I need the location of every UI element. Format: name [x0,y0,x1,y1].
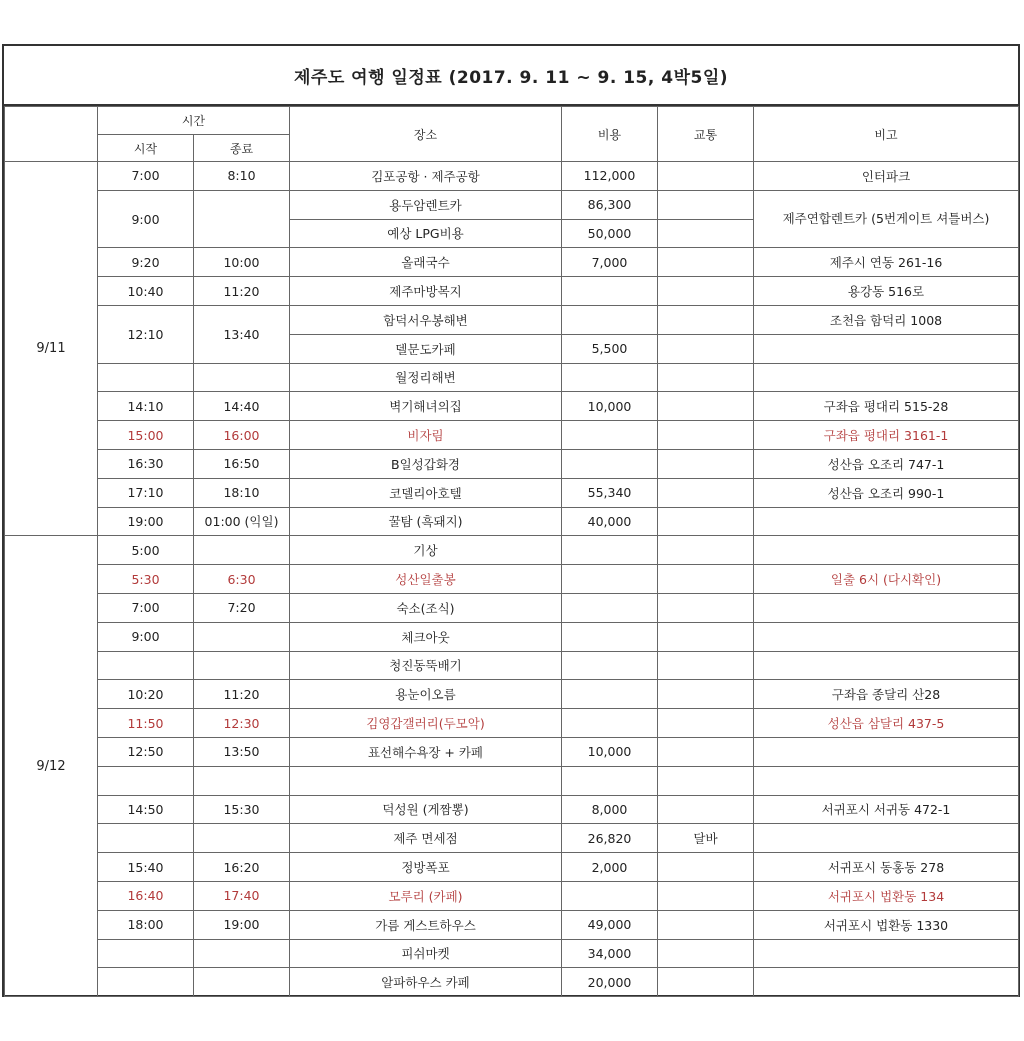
cost-cell: 2,000 [562,853,658,882]
schedule-row [5,248,1019,277]
end-time-cell: 18:10 [194,478,290,507]
place-cell: 월정리해변 [290,363,562,392]
transport-cell [658,248,754,277]
end-time-cell [194,363,290,392]
transport-cell [658,421,754,450]
cost-cell [562,305,658,334]
schedule-row [5,737,1019,766]
start-time-cell: 9:00 [98,622,194,651]
place-cell: 체크아웃 [290,622,562,651]
note-cell: 제주시 연동 261-16 [754,248,1019,277]
start-header: 시작 [98,135,194,162]
cost-cell: 10,000 [562,392,658,421]
start-time-cell: 14:50 [98,795,194,824]
schedule-row [5,363,1019,392]
cost-cell: 112,000 [562,162,658,191]
cost-cell [562,680,658,709]
place-cell: 가름 게스트하우스 [290,910,562,939]
end-time-cell: 6:30 [194,565,290,594]
transport-cell [658,277,754,306]
schedule-row [5,651,1019,680]
cost-cell [562,709,658,738]
transport-cell [658,507,754,536]
place-cell: 청진동뚝배기 [290,651,562,680]
end-time-cell: 01:00 (익일) [194,507,290,536]
cost-cell: 49,000 [562,910,658,939]
transport-cell [658,219,754,248]
schedule-row [5,709,1019,738]
start-time-cell: 19:00 [98,507,194,536]
cost-cell [562,363,658,392]
itinerary-title: 제주도 여행 일정표 (2017. 9. 11 ~ 9. 15, 4박5일) [4,46,1018,106]
transport-cell [658,305,754,334]
cost-cell [562,449,658,478]
place-cell: 김포공항 · 제주공항 [290,162,562,191]
end-time-cell: 11:20 [194,680,290,709]
transport-header: 교통 [658,107,754,162]
end-time-cell [194,968,290,997]
start-time-cell: 5:30 [98,565,194,594]
schedule-row [5,449,1019,478]
end-time-cell [194,622,290,651]
end-time-cell: 8:10 [194,162,290,191]
place-cell: 함덕서우봉해변 [290,305,562,334]
header-row [5,107,1019,135]
end-time-cell: 19:00 [194,910,290,939]
transport-cell [658,449,754,478]
schedule-row [5,392,1019,421]
transport-cell [658,593,754,622]
start-time-cell: 14:10 [98,392,194,421]
day-date: 9/11 [5,162,98,536]
transport-cell [658,565,754,594]
note-cell [754,593,1019,622]
schedule-row [5,968,1019,997]
note-cell [754,507,1019,536]
cost-cell [562,277,658,306]
start-time-cell: 10:40 [98,277,194,306]
cost-cell [562,651,658,680]
note-cell [754,968,1019,997]
note-cell: 서귀포시 동홍동 278 [754,853,1019,882]
transport-cell [658,651,754,680]
schedule-row [5,824,1019,853]
note-cell [754,651,1019,680]
transport-cell [658,478,754,507]
cost-cell [562,622,658,651]
start-time-cell [98,363,194,392]
cost-cell [562,565,658,594]
transport-cell [658,881,754,910]
start-time-cell: 18:00 [98,910,194,939]
place-cell: 예상 LPG비용 [290,219,562,248]
cost-cell: 8,000 [562,795,658,824]
cost-cell: 50,000 [562,219,658,248]
transport-cell [658,968,754,997]
start-time-cell: 5:00 [98,536,194,565]
start-time-cell [98,968,194,997]
cost-cell: 20,000 [562,968,658,997]
end-time-cell [194,190,290,248]
schedule-row [5,190,1019,219]
note-cell: 일출 6시 (다시확인) [754,565,1019,594]
end-time-cell [194,651,290,680]
cost-cell: 40,000 [562,507,658,536]
schedule-row [5,507,1019,536]
place-cell: 성산일출봉 [290,565,562,594]
cost-cell: 5,500 [562,334,658,363]
transport-cell [658,910,754,939]
place-cell: 꿀탐 (흑돼지) [290,507,562,536]
place-cell: 델문도카페 [290,334,562,363]
cost-cell [562,881,658,910]
transport-cell [658,392,754,421]
schedule-row [5,305,1019,334]
cost-cell [562,593,658,622]
note-cell [754,622,1019,651]
note-cell: 조천읍 함덕리 1008 [754,305,1019,334]
note-cell: 구좌읍 평대리 515-28 [754,392,1019,421]
schedule-row [5,881,1019,910]
schedule-row [5,853,1019,882]
end-time-cell: 12:30 [194,709,290,738]
end-time-cell: 15:30 [194,795,290,824]
place-header: 장소 [290,107,562,162]
place-cell: 모루리 (카페) [290,881,562,910]
transport-cell [658,795,754,824]
place-cell: 김영갑갤러리(두모악) [290,709,562,738]
start-time-cell: 15:40 [98,853,194,882]
transport-cell [658,853,754,882]
place-cell: 알파하우스 카페 [290,968,562,997]
note-cell [754,766,1019,795]
start-time-cell [98,766,194,795]
end-time-cell: 11:20 [194,277,290,306]
start-time-cell: 9:00 [98,190,194,248]
place-cell: 기상 [290,536,562,565]
schedule-row [5,766,1019,795]
transport-cell [658,622,754,651]
end-time-cell: 7:20 [194,593,290,622]
cost-cell [562,421,658,450]
schedule-row [5,277,1019,306]
note-cell: 성산읍 삼달리 437-5 [754,709,1019,738]
time-header: 시간 [98,107,290,135]
start-time-cell: 17:10 [98,478,194,507]
end-time-cell [194,824,290,853]
note-cell: 성산읍 오조리 747-1 [754,449,1019,478]
note-cell: 구좌읍 종달리 산28 [754,680,1019,709]
place-cell: 용눈이오름 [290,680,562,709]
place-cell: 올래국수 [290,248,562,277]
note-header: 비고 [754,107,1019,162]
end-time-cell: 16:20 [194,853,290,882]
schedule-row [5,162,1019,191]
end-time-cell [194,766,290,795]
note-cell: 서귀포시 법환동 1330 [754,910,1019,939]
place-cell: 코델리아호텔 [290,478,562,507]
schedule-row [5,593,1019,622]
note-cell [754,939,1019,968]
place-cell: 덕성원 (게짬뽕) [290,795,562,824]
start-time-cell: 12:50 [98,737,194,766]
start-time-cell [98,824,194,853]
cost-cell [562,766,658,795]
transport-cell [658,162,754,191]
itinerary-table [4,106,1019,997]
transport-cell [658,939,754,968]
end-time-cell: 13:40 [194,305,290,363]
note-cell [754,334,1019,363]
start-time-cell: 16:40 [98,881,194,910]
note-cell: 구좌읍 평대리 3161-1 [754,421,1019,450]
transport-cell [658,766,754,795]
end-time-cell [194,536,290,565]
end-time-cell: 16:50 [194,449,290,478]
transport-cell [658,680,754,709]
note-cell: 서귀포시 서귀동 472-1 [754,795,1019,824]
transport-cell [658,737,754,766]
note-cell: 인터파크 [754,162,1019,191]
place-cell [290,766,562,795]
end-time-cell: 16:00 [194,421,290,450]
end-header: 종료 [194,135,290,162]
transport-cell [658,334,754,363]
place-cell: 용두암렌트카 [290,190,562,219]
note-cell [754,536,1019,565]
transport-cell: 달바 [658,824,754,853]
cost-header: 비용 [562,107,658,162]
end-time-cell: 13:50 [194,737,290,766]
place-cell: 정방폭포 [290,853,562,882]
start-time-cell [98,939,194,968]
end-time-cell: 14:40 [194,392,290,421]
place-cell: 제주마방목지 [290,277,562,306]
cost-cell [562,536,658,565]
schedule-row [5,795,1019,824]
transport-cell [658,536,754,565]
place-cell: 벽기해녀의집 [290,392,562,421]
transport-cell [658,363,754,392]
note-cell [754,824,1019,853]
cost-cell: 55,340 [562,478,658,507]
place-cell: 숙소(조식) [290,593,562,622]
note-cell [754,737,1019,766]
note-cell: 서귀포시 법환동 134 [754,881,1019,910]
place-cell: B일성갑화경 [290,449,562,478]
day-date: 9/12 [5,536,98,997]
place-cell: 비자림 [290,421,562,450]
schedule-row [5,565,1019,594]
itinerary-body [5,162,1019,997]
schedule-row [5,680,1019,709]
transport-cell [658,709,754,738]
note-cell: 성산읍 오조리 990-1 [754,478,1019,507]
schedule-row [5,910,1019,939]
start-time-cell: 7:00 [98,162,194,191]
cost-cell: 86,300 [562,190,658,219]
schedule-row [5,622,1019,651]
start-time-cell: 12:10 [98,305,194,363]
note-cell: 용강동 516로 [754,277,1019,306]
start-time-cell: 10:20 [98,680,194,709]
date-header [5,107,98,162]
schedule-row [5,939,1019,968]
schedule-row [5,536,1019,565]
start-time-cell: 9:20 [98,248,194,277]
end-time-cell: 10:00 [194,248,290,277]
schedule-row [5,478,1019,507]
cost-cell: 26,820 [562,824,658,853]
start-time-cell: 11:50 [98,709,194,738]
start-time-cell: 16:30 [98,449,194,478]
place-cell: 피쉬마켓 [290,939,562,968]
start-time-cell: 15:00 [98,421,194,450]
cost-cell: 7,000 [562,248,658,277]
cost-cell: 10,000 [562,737,658,766]
place-cell: 제주 면세점 [290,824,562,853]
start-time-cell [98,651,194,680]
cost-cell: 34,000 [562,939,658,968]
start-time-cell: 7:00 [98,593,194,622]
schedule-row [5,421,1019,450]
end-time-cell [194,939,290,968]
end-time-cell: 17:40 [194,881,290,910]
place-cell: 표선해수욕장 + 카페 [290,737,562,766]
note-cell [754,363,1019,392]
transport-cell [658,190,754,219]
note-cell: 제주연합렌트카 (5번게이트 셔틀버스) [754,190,1019,248]
itinerary-sheet [2,44,1020,997]
